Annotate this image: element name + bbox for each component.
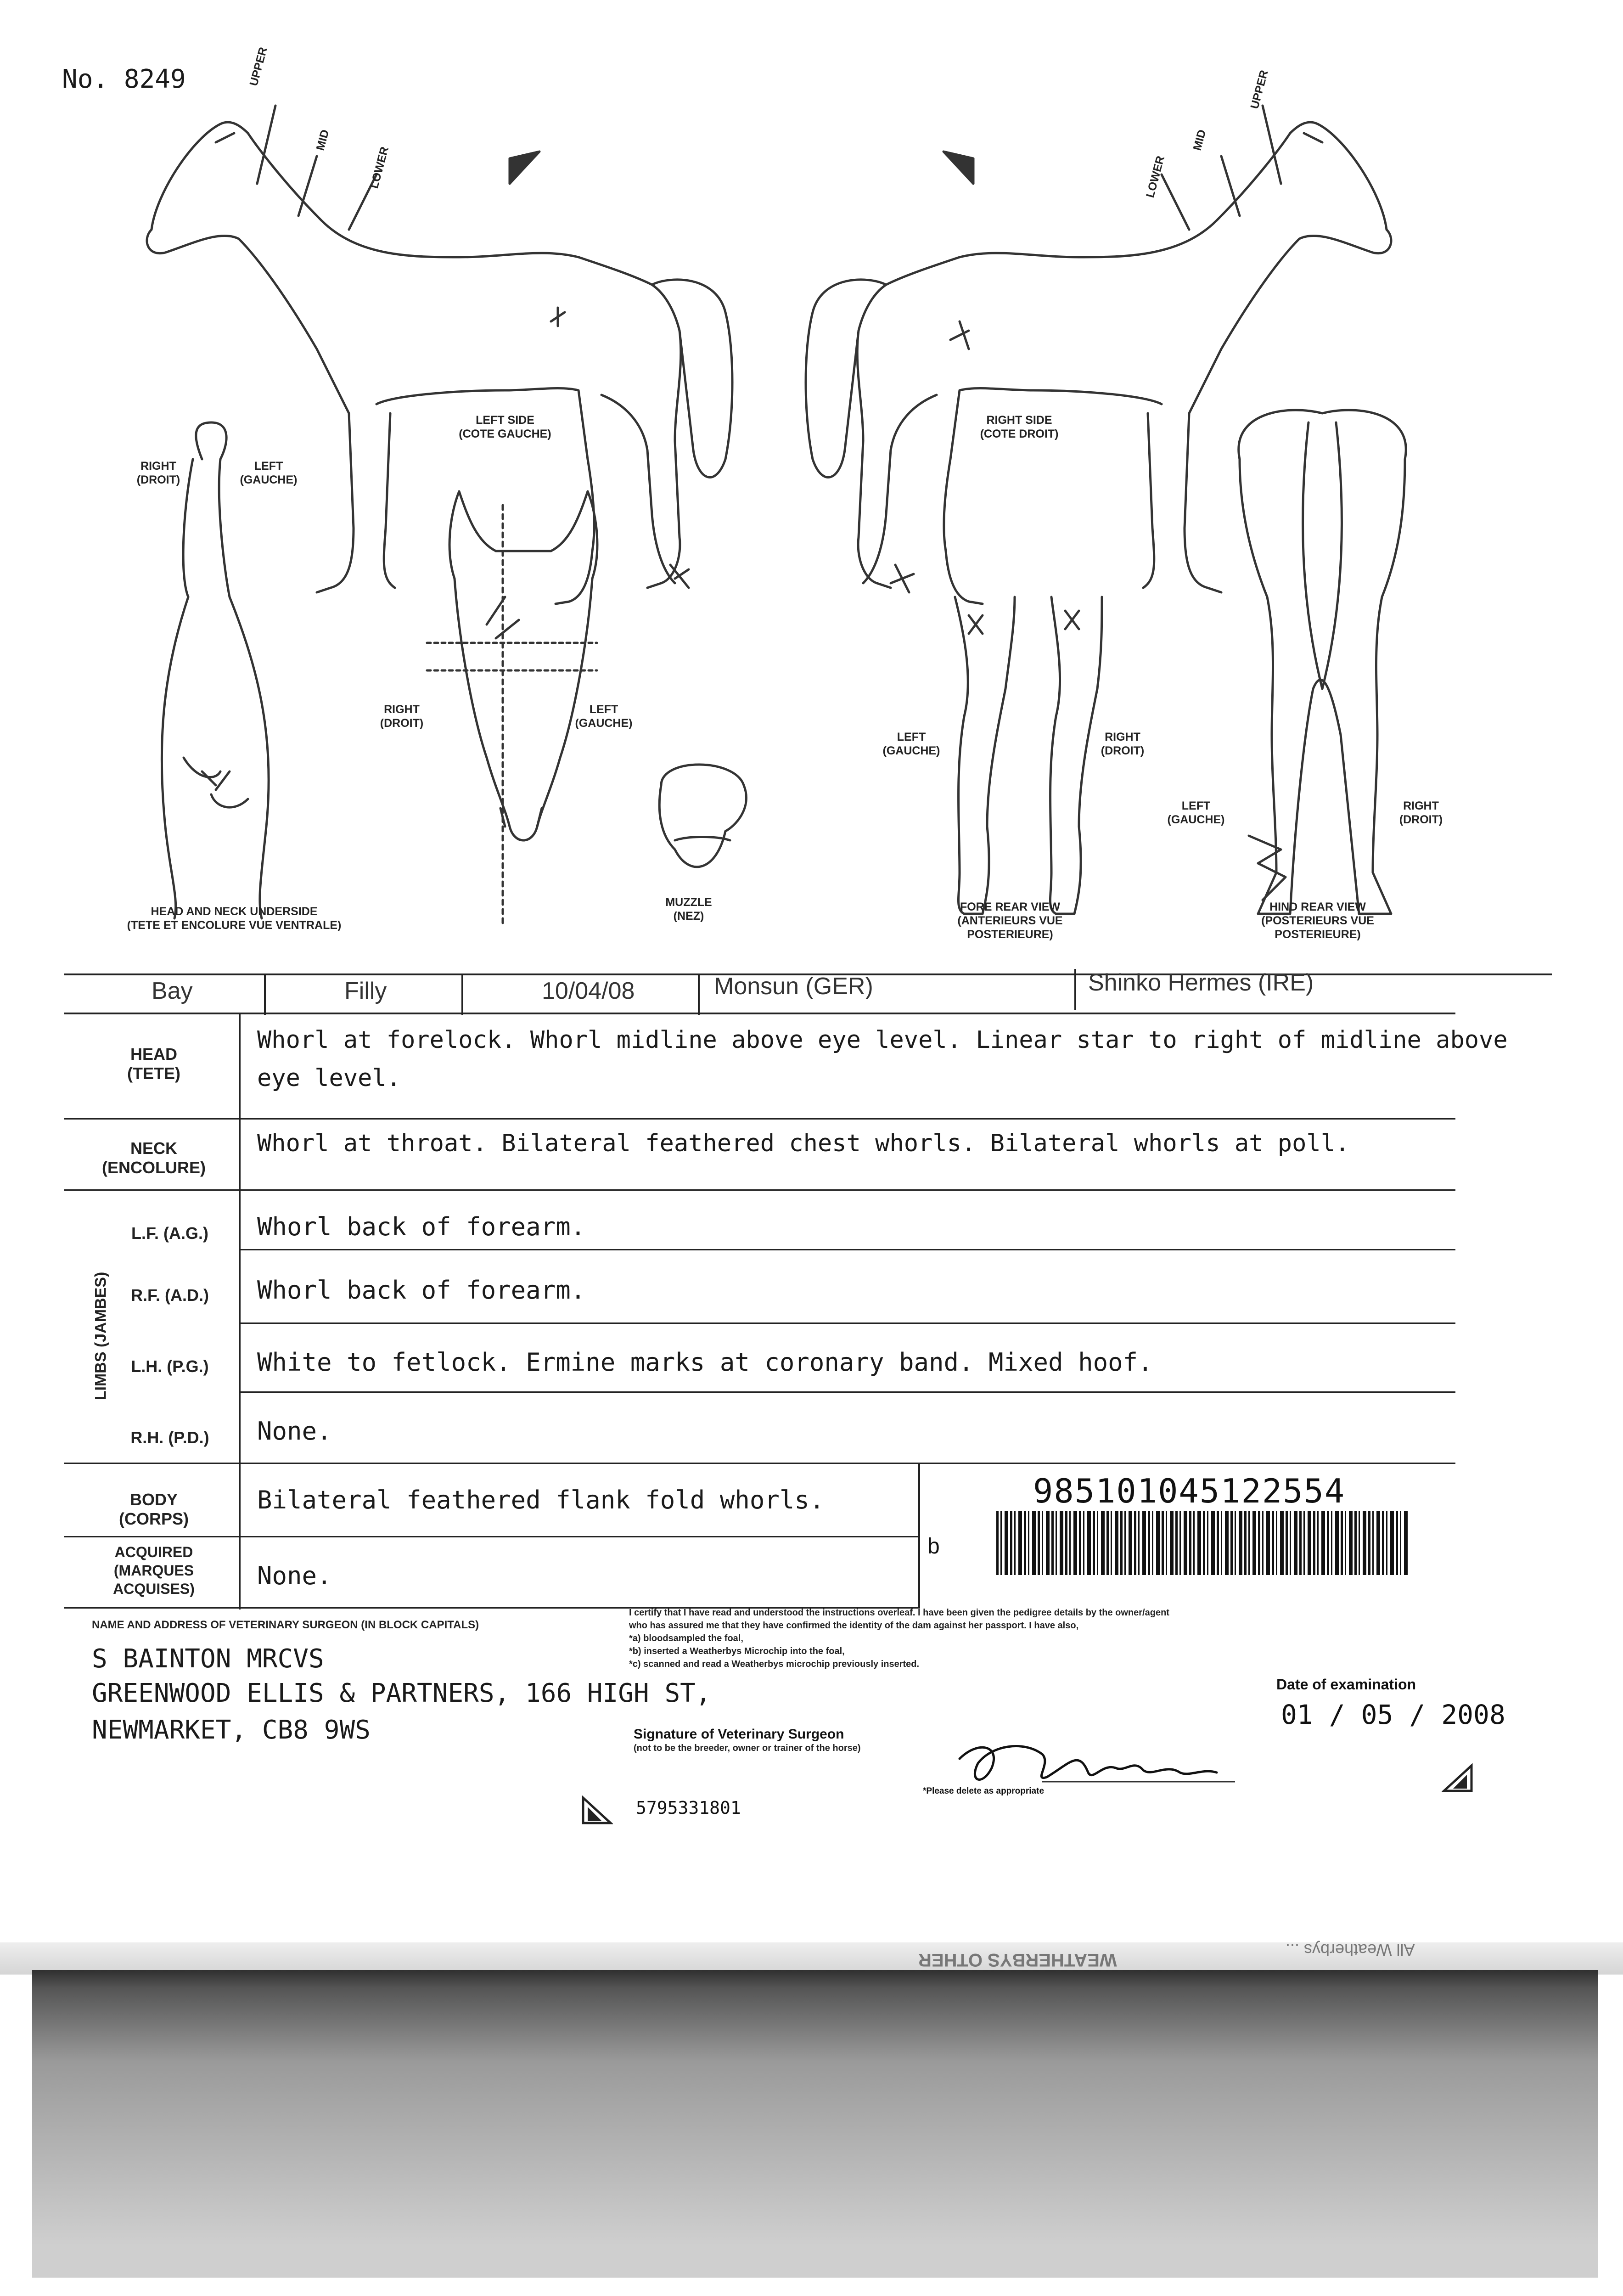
body-divider (918, 1463, 920, 1609)
label-fore-rear-caption: FORE REAR VIEW (ANTERIEURS VUE POSTERIEURE) (957, 900, 1063, 941)
label-hind-rear-caption: HIND REAR VIEW (POSTERIEURS VUE POSTERIEURE) (1261, 900, 1374, 941)
form-barcode-number: 5795331801 (636, 1798, 741, 1818)
hind-rear-view-drawing (1239, 410, 1406, 914)
label-head-left: LEFT (GAUCHE) (575, 703, 633, 730)
rule-lh (239, 1391, 1455, 1393)
neck-label: NECK (ENCOLURE) (102, 1139, 206, 1177)
lh-text: White to fetlock. Ermine marks at coronary band. Mixed hoof. (257, 1348, 1153, 1377)
label-underside-caption: HEAD AND NECK UNDERSIDE (TETE ET ENCOLURE VUE VENTRALE) (127, 905, 342, 932)
cert-line-1: I certify that I have read and understood the instructions overleaf. I have been given the pedigree details by the owner/agent (629, 1608, 1169, 1618)
cert-line-2: who has assured me that they have confirmed the identity of the dam against her passport. I have also, (629, 1621, 1079, 1631)
rf-label: R.F. (A.D.) (131, 1286, 209, 1305)
label-lower-left: LOWER (367, 145, 392, 190)
next-page-text: WEATHERBYS OTHER (918, 1950, 1117, 1970)
microchip-number: 985101045122554 (1033, 1472, 1346, 1510)
dam-field: Shinko Hermes (IRE) (1088, 969, 1314, 996)
rule-head (64, 1118, 1455, 1120)
label-muzzle: MUZZLE (NEZ) (665, 896, 712, 923)
identity-divider-3 (698, 974, 700, 1015)
label-fore-right: RIGHT (DROIT) (1101, 731, 1145, 757)
label-fore-left: LEFT (GAUCHE) (882, 731, 940, 757)
sire-field: Monsun (GER) (714, 973, 873, 1000)
cert-option-b: *b) inserted a Weatherbys Microchip into the foal, (629, 1646, 845, 1656)
vet-signature (950, 1731, 1244, 1795)
label-upper-left: UPPER (247, 45, 270, 88)
identity-divider-1 (264, 974, 266, 1015)
head-label: HEAD (TETE) (127, 1045, 180, 1083)
label-lower-right: LOWER (1143, 154, 1168, 199)
muzzle-drawing (659, 765, 746, 867)
lf-text: Whorl back of forearm. (257, 1212, 586, 1241)
triangle-mark-left (581, 1795, 613, 1828)
vet-address-2: NEWMARKET, CB8 9WS (92, 1715, 371, 1745)
delete-note: *Please delete as appropriate (923, 1786, 1045, 1796)
label-left-side: LEFT SIDE (COTE GAUCHE) (459, 414, 551, 440)
scanner-shadow (32, 1970, 1598, 2278)
label-mid-right: MID (1191, 128, 1209, 152)
rule-rh (64, 1463, 1455, 1464)
table-label-divider (239, 1013, 241, 1609)
cert-option-a: *a) bloodsampled the foal, (629, 1633, 743, 1643)
lf-label: L.F. (A.G.) (131, 1224, 208, 1243)
label-upper-right: UPPER (1248, 68, 1271, 111)
signature-heading: Signature of Veterinary Surgeon (634, 1727, 844, 1742)
body-text: Bilateral feathered flank fold whorls. (257, 1486, 825, 1514)
body-label: BODY (CORPS) (119, 1490, 189, 1528)
neck-underside-drawing (162, 422, 269, 918)
next-page-text-2: All Weatherbys ... (1286, 1941, 1415, 1959)
colour-field: Bay (152, 978, 193, 1004)
exam-date: 01 / 05 / 2008 (1281, 1699, 1505, 1730)
identity-divider-2 (461, 974, 463, 1015)
identity-divider-4 (1074, 969, 1076, 1010)
head-text-line-1: Whorl at forelock. Whorl midline above eye level. Linear star to right of midline above (257, 1026, 1508, 1054)
head-text-line-2: eye level. (257, 1064, 401, 1092)
cert-option-c: *c) scanned and read a Weatherbys microchip previously inserted. (629, 1659, 920, 1669)
lh-label: L.H. (P.G.) (131, 1357, 209, 1376)
limbs-label: LIMBS (JAMBES) (92, 1272, 110, 1401)
document-number: No. 8249 (62, 64, 186, 94)
label-head-right: RIGHT (DROIT) (380, 703, 424, 730)
triangle-mark-right (1442, 1763, 1474, 1795)
rule-lf (239, 1249, 1455, 1250)
identity-bottom-rule (64, 1013, 1455, 1014)
rf-text: Whorl back of forearm. (257, 1276, 586, 1305)
rule-neck (64, 1189, 1455, 1191)
neck-text: Whorl at throat. Bilateral feathered chest whorls. Bilateral whorls at poll. (257, 1130, 1350, 1157)
fore-rear-view-drawing (955, 597, 1102, 914)
rh-label: R.H. (P.D.) (130, 1428, 209, 1447)
vet-name: S BAINTON MRCVS (92, 1644, 324, 1674)
signature-subheading: (not to be the breeder, owner or trainer of the horse) (634, 1743, 861, 1753)
acquired-text: None. (257, 1561, 332, 1590)
acquired-label: ACQUIRED (MARQUES ACQUISES) (113, 1544, 195, 1597)
vet-heading: NAME AND ADDRESS OF VETERINARY SURGEON (IN BLOCK CAPITALS) (92, 1619, 479, 1631)
date-heading: Date of examination (1276, 1676, 1416, 1693)
microchip-barcode (996, 1511, 1410, 1575)
label-mid-left: MID (314, 128, 332, 152)
sex-field: Filly (344, 978, 387, 1004)
dob-field: 10/04/08 (542, 978, 635, 1004)
label-underside-right: RIGHT (DROIT) (136, 460, 180, 486)
label-right-side: RIGHT SIDE (COTE DROIT) (980, 414, 1059, 440)
label-hind-left: LEFT (GAUCHE) (1167, 799, 1225, 826)
rule-body (64, 1536, 918, 1537)
left-side-horse (147, 106, 732, 604)
rule-rf (239, 1322, 1455, 1324)
vet-address-1: GREENWOOD ELLIS & PARTNERS, 166 HIGH ST, (92, 1678, 711, 1708)
rh-text: None. (257, 1417, 332, 1446)
microchip-b-mark: b (927, 1534, 940, 1559)
label-hind-right: RIGHT (DROIT) (1399, 799, 1443, 826)
label-underside-left: LEFT (GAUCHE) (240, 460, 298, 486)
